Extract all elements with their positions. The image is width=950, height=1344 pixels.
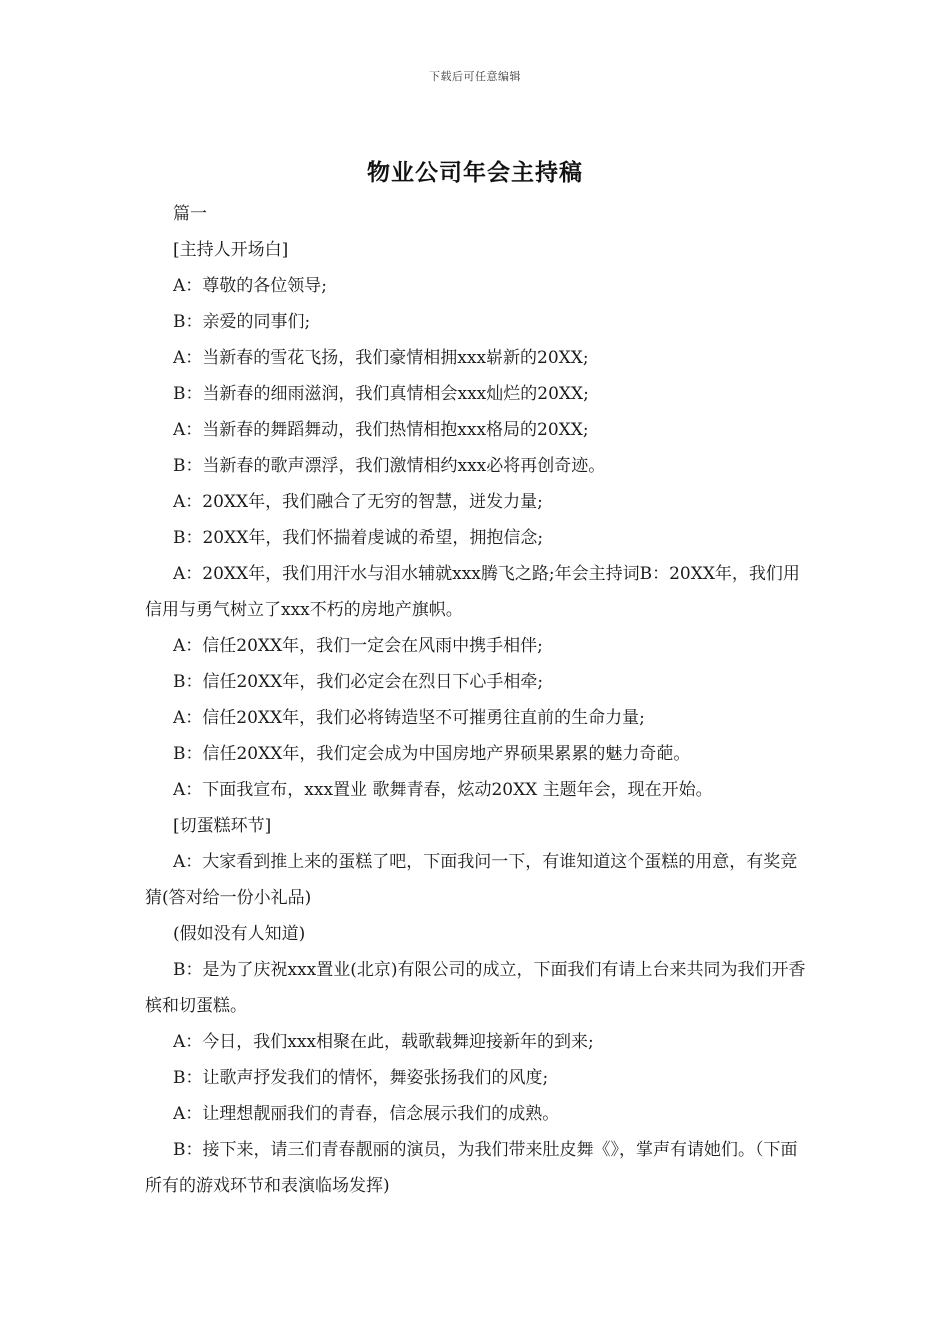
paragraph: B：当新春的细雨滋润，我们真情相会xxx灿烂的20XX;	[173, 384, 589, 404]
paragraph: A：信任20XX年，我们必将铸造坚不可摧勇往直前的生命力量;	[173, 708, 645, 728]
document-title: 物业公司年会主持稿	[367, 160, 583, 186]
paragraph: A：下面我宣布，xxx置业 歌舞青春，炫动20XX 主题年会，现在开始。	[173, 780, 713, 800]
paragraph: B：信任20XX年，我们定会成为中国房地产界硕果累累的魅力奇葩。	[173, 744, 691, 764]
paragraph: A：当新春的舞蹈舞动，我们热情相抱xxx格局的20XX;	[173, 420, 589, 440]
paragraph: A：当新春的雪花飞扬，我们豪情相拥xxx崭新的20XX;	[173, 348, 589, 368]
paragraph: A：信任20XX年，我们一定会在风雨中携手相伴;	[173, 636, 543, 656]
paragraph: A：让理想靓丽我们的青春，信念展示我们的成熟。	[173, 1104, 560, 1124]
paragraph: B：20XX年，我们怀揣着虔诚的希望，拥抱信念;	[173, 528, 544, 548]
paragraph: B：是为了庆祝xxx置业(北京)有限公司的成立，下面我们有请上台来共同为我们开香槟和切蛋糕。	[145, 960, 806, 1016]
paragraph: 篇一	[173, 204, 207, 224]
paragraph: B：信任20XX年，我们必定会在烈日下心手相牵;	[173, 672, 544, 692]
document-body	[145, 196, 813, 1204]
paragraph: [切蛋糕环节]	[173, 816, 272, 836]
paragraph: A：20XX年，我们用汗水与泪水辅就xxx腾飞之路;年会主持词B：20XX年，我们用信用与勇气树立了xxx不朽的房地产旗帜。	[145, 564, 800, 620]
paragraph: A：大家看到推上来的蛋糕了吧，下面我问一下，有谁知道这个蛋糕的用意，有奖竞猜(答对给一份小礼品)	[145, 852, 798, 908]
paragraph: [主持人开场白]	[173, 240, 289, 260]
paragraph: (假如没有人知道)	[173, 924, 306, 944]
paragraph: A：20XX年，我们融合了无穷的智慧，迸发力量;	[173, 492, 543, 512]
paragraph: A：尊敬的各位领导;	[173, 276, 328, 296]
header-note: 下载后可任意编辑	[429, 70, 521, 83]
paragraph: A：今日，我们xxx相聚在此，载歌载舞迎接新年的到来;	[173, 1032, 594, 1052]
paragraph: B：当新春的歌声漂浮，我们激情相约xxx必将再创奇迹。	[173, 456, 606, 476]
paragraph: B：接下来，请三们青春靓丽的演员，为我们带来肚皮舞《》，掌声有请她们。（下面所有的游戏环节和表演临场发挥)	[145, 1140, 798, 1196]
paragraph: B：亲爱的同事们;	[173, 312, 311, 332]
paragraph: B：让歌声抒发我们的情怀，舞姿张扬我们的风度;	[173, 1068, 549, 1088]
